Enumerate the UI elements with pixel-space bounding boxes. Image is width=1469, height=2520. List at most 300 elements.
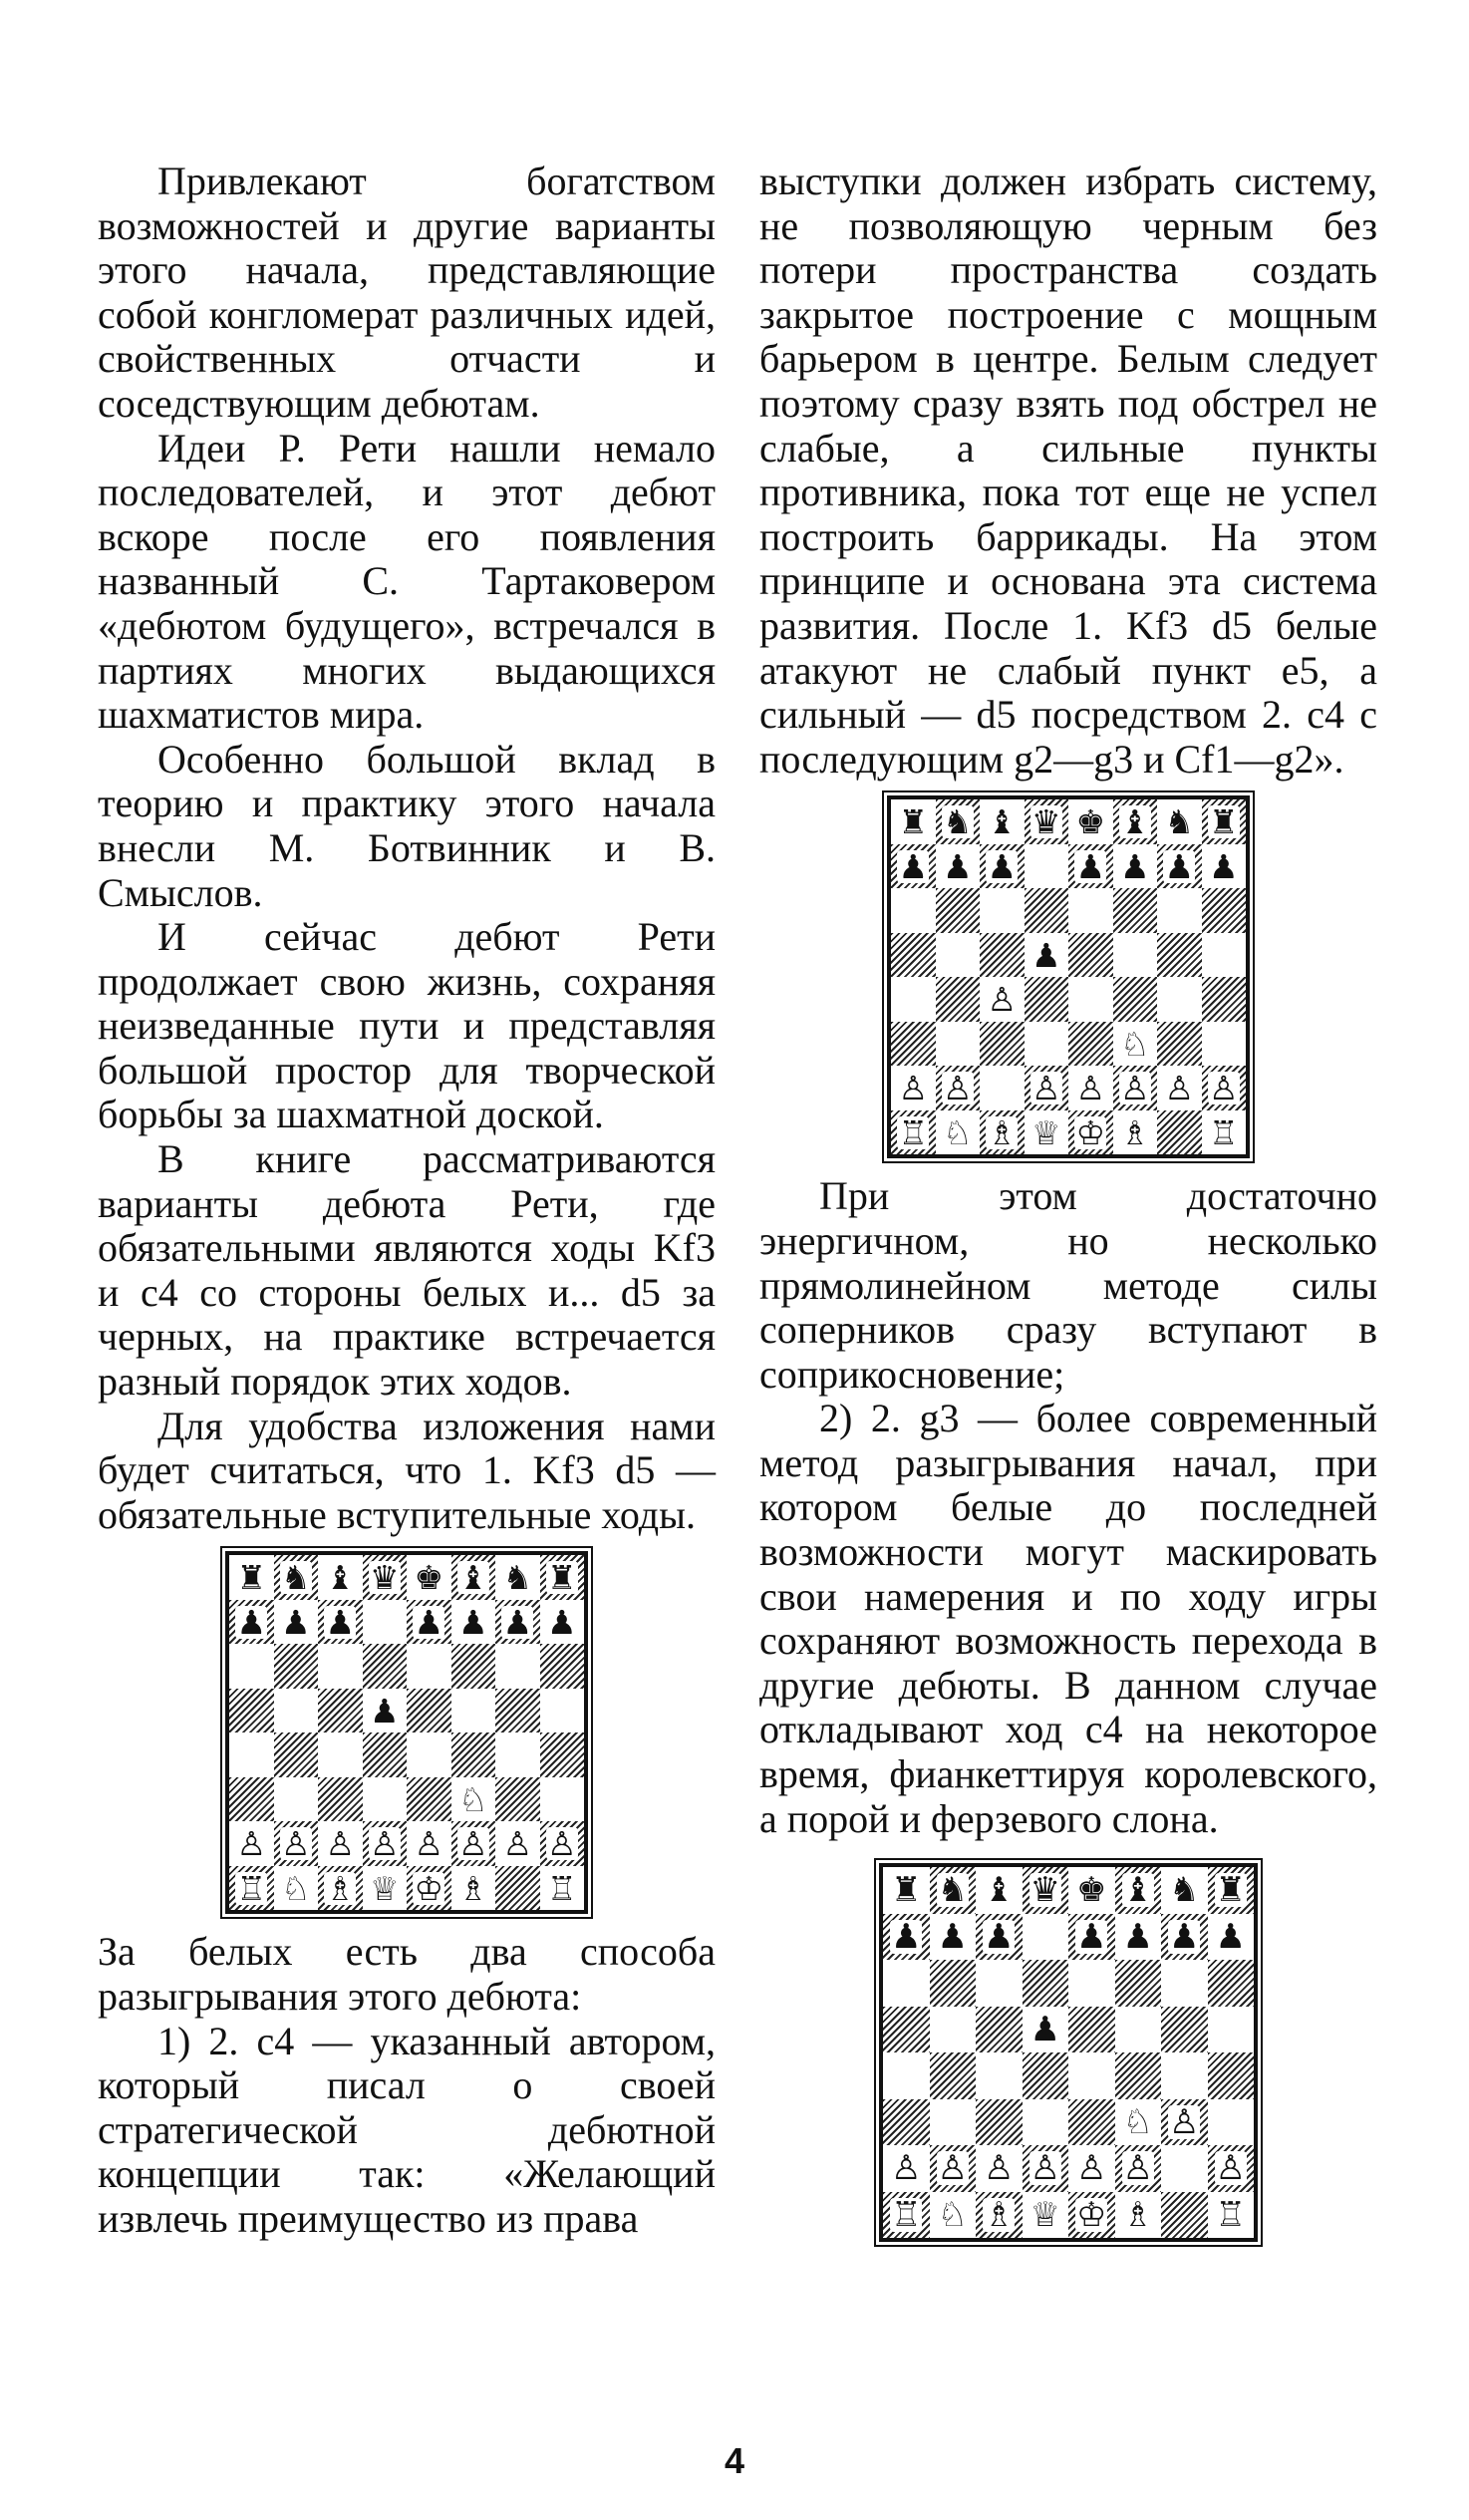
chess-piece: ♔ (1076, 2194, 1107, 2235)
chess-piece: ♟ (1122, 1916, 1153, 1957)
board-square (976, 2192, 1023, 2239)
page-number: 4 (724, 2440, 745, 2481)
board-square (1161, 1960, 1208, 2007)
board-square (407, 1732, 451, 1777)
board-square (976, 1960, 1023, 2007)
chess-piece: ♝ (1122, 1870, 1153, 1911)
board-square (229, 1777, 274, 1822)
chess-piece: ♙ (898, 1069, 929, 1108)
chess-piece: ♗ (1122, 2194, 1153, 2235)
board-square (980, 888, 1025, 933)
board-square (1068, 2099, 1115, 2146)
board-square (1208, 1867, 1255, 1914)
board-square (1161, 1867, 1208, 1914)
board-square (1025, 1066, 1069, 1110)
chess-piece: ♖ (1215, 2194, 1246, 2235)
chess-piece: ♟ (937, 1916, 968, 1957)
paragraph: выступки должен избрать систему, не позволяющую черным без потери пространства создать закрытое построение с мощным барьером в центре. Белым следует поэтому сразу взять под обстрел не слабые, а сильные пункты противника, пока тот еще не успел построить баррикады. На этом принципе и основана эта система развития. После 1. Kf3 d5 белые атакуют не слабый пункт e5, а сильный — d5 посредством 2. c4 с последующим g2—g3 и Cf1—g2». (759, 158, 1377, 782)
board-square (930, 1960, 977, 2007)
board-square (540, 1821, 585, 1866)
board-square (540, 1689, 585, 1733)
board-square (1025, 933, 1069, 978)
chess-piece: ♟ (369, 1691, 400, 1731)
board-square (891, 888, 936, 933)
chess-piece: ♟ (280, 1602, 311, 1642)
board-square (1113, 1022, 1158, 1067)
board-square (980, 1110, 1025, 1155)
chess-piece: ♘ (1119, 1024, 1150, 1064)
chess-piece: ♗ (984, 2194, 1015, 2235)
board-square (930, 1914, 977, 1961)
chess-piece: ♘ (942, 1112, 973, 1152)
board-square (318, 1689, 363, 1733)
chess-piece: ♟ (891, 1916, 922, 1957)
board-square (318, 1866, 363, 1911)
board-square (1113, 1066, 1158, 1110)
board-square (1068, 1960, 1115, 2007)
board-square (1161, 2192, 1208, 2239)
board-square (229, 1866, 274, 1911)
board-square (1025, 1022, 1069, 1067)
board-square (1023, 2192, 1069, 2239)
board-square (1113, 888, 1158, 933)
board-square (980, 844, 1025, 889)
chess-piece: ♟ (325, 1602, 356, 1642)
chess-piece: ♛ (369, 1558, 400, 1598)
board-square (1068, 888, 1113, 933)
chess-piece: ♚ (1075, 802, 1106, 842)
board-square (495, 1732, 540, 1777)
chess-piece: ♗ (457, 1868, 488, 1908)
chess-piece: ♙ (1029, 2148, 1060, 2189)
board-square (976, 2145, 1023, 2192)
board-square (1157, 1022, 1202, 1067)
board-square (451, 1600, 496, 1645)
chess-piece: ♙ (325, 1824, 356, 1864)
paragraph: Для удобства изложения нами будет считаться, что 1. Kf3 d5 — обязательные вступительные ходы. (98, 1403, 716, 1537)
board-square (495, 1600, 540, 1645)
board-square (883, 1914, 930, 1961)
paragraph: При этом достаточно энергичном, но несколько прямолинейном методе силы соперников сразу вступают в соприкосновение; (759, 1173, 1377, 1397)
board-square (936, 844, 981, 889)
chess-diagram-right-top (887, 795, 1250, 1158)
chess-piece: ♟ (898, 846, 929, 886)
board-square (1202, 1022, 1247, 1067)
board-square (883, 2007, 930, 2053)
chess-diagram-left (225, 1551, 588, 1914)
board-square (1115, 2007, 1162, 2053)
right-column (759, 159, 1377, 2258)
board-square (1208, 2145, 1255, 2192)
board-square (1202, 844, 1247, 889)
board-square (976, 2007, 1023, 2053)
board-square (229, 1689, 274, 1733)
board-square (1115, 2145, 1162, 2192)
board-square (1068, 1066, 1113, 1110)
board-square (883, 2192, 930, 2239)
board-square (274, 1821, 319, 1866)
chess-piece: ♛ (1029, 1870, 1060, 1911)
board-square (1157, 888, 1202, 933)
board-square (451, 1689, 496, 1733)
board-square (229, 1555, 274, 1600)
board-square (976, 1914, 1023, 1961)
chess-piece: ♖ (898, 1112, 929, 1152)
board-square (229, 1732, 274, 1777)
chess-piece: ♖ (236, 1868, 267, 1908)
board-square (495, 1644, 540, 1689)
board-square (980, 1066, 1025, 1110)
board-square (1161, 2099, 1208, 2146)
board-square (936, 1110, 981, 1155)
board-square (363, 1600, 408, 1645)
board-square (1208, 2099, 1255, 2146)
paragraph: Идеи Р. Рети нашли немало последователей, и этот дебют вскоре после его появления названный С. Тартаковером «дебютом будущего», встречался в партиях многих выдающихся шахматистов мира. (98, 425, 716, 738)
board-square (883, 1867, 930, 1914)
chess-piece: ♜ (236, 1558, 267, 1598)
board-square (451, 1777, 496, 1822)
board-square (891, 1022, 936, 1067)
board-square (540, 1555, 585, 1600)
chess-piece: ♙ (987, 980, 1018, 1020)
board-square (1202, 1066, 1247, 1110)
chess-piece: ♟ (457, 1602, 488, 1642)
chess-piece: ♔ (1075, 1112, 1106, 1152)
board-square (1025, 977, 1069, 1022)
board-square (318, 1821, 363, 1866)
board-square (1025, 799, 1069, 844)
chess-piece: ♟ (1075, 846, 1106, 886)
board-square (976, 1867, 1023, 1914)
board-square (883, 2145, 930, 2192)
board-square (229, 1821, 274, 1866)
board-square (1202, 888, 1247, 933)
board-square (1161, 1914, 1208, 1961)
board-square (930, 2145, 977, 2192)
board-square (495, 1866, 540, 1911)
chess-piece: ♞ (942, 802, 973, 842)
board-square (318, 1555, 363, 1600)
board-square (407, 1777, 451, 1822)
board-square (1208, 2052, 1255, 2099)
board-square (1025, 1110, 1069, 1155)
board-square (1068, 1110, 1113, 1155)
board-square (1202, 799, 1247, 844)
chess-piece: ♞ (502, 1558, 533, 1598)
chess-piece: ♟ (236, 1602, 267, 1642)
board-square (930, 2192, 977, 2239)
board-square (407, 1689, 451, 1733)
chess-piece: ♘ (937, 2194, 968, 2235)
board-square (936, 1066, 981, 1110)
chess-piece: ♘ (457, 1779, 488, 1819)
board-square (1208, 1960, 1255, 2007)
board-square (980, 977, 1025, 1022)
chess-piece: ♟ (1164, 846, 1195, 886)
chess-piece: ♙ (942, 1069, 973, 1108)
board-square (1023, 1867, 1069, 1914)
board-square (363, 1821, 408, 1866)
board-square (891, 799, 936, 844)
board-square (1023, 2145, 1069, 2192)
chess-piece: ♙ (1030, 1069, 1061, 1108)
chess-piece: ♘ (1122, 2101, 1153, 2142)
board-square (1161, 2145, 1208, 2192)
chess-piece: ♗ (987, 1112, 1018, 1152)
chess-piece: ♟ (1215, 1916, 1246, 1957)
board-square (363, 1732, 408, 1777)
board-square (540, 1866, 585, 1911)
chess-piece: ♕ (1030, 1112, 1061, 1152)
board-square (891, 1110, 936, 1155)
board-square (1208, 2007, 1255, 2053)
board-square (1068, 1022, 1113, 1067)
board-square (1023, 2052, 1069, 2099)
chess-piece: ♙ (1215, 2148, 1246, 2189)
chess-piece: ♖ (891, 2194, 922, 2235)
chess-diagram-right-bottom (879, 1863, 1258, 2242)
chess-piece: ♟ (1169, 1916, 1200, 1957)
board-square (883, 1960, 930, 2007)
board-square (1068, 844, 1113, 889)
chess-piece: ♜ (546, 1558, 577, 1598)
chess-piece: ♙ (1169, 2101, 1200, 2142)
board-square (1113, 933, 1158, 978)
board-square (363, 1555, 408, 1600)
board-square (936, 933, 981, 978)
chess-piece: ♟ (1119, 846, 1150, 886)
chess-piece: ♟ (1029, 2009, 1060, 2049)
board-square (936, 799, 981, 844)
board-square (1115, 2099, 1162, 2146)
board-square (1161, 2052, 1208, 2099)
chess-piece: ♝ (987, 802, 1018, 842)
board-square (407, 1821, 451, 1866)
board-square (936, 977, 981, 1022)
chess-piece: ♟ (1208, 846, 1239, 886)
chess-piece: ♙ (1164, 1069, 1195, 1108)
board-square (1023, 2099, 1069, 2146)
board-square (318, 1644, 363, 1689)
chess-piece: ♟ (546, 1602, 577, 1642)
paragraph: Привлекают богатством возможностей и другие варианты этого начала, представляющие собой конгломерат различных идей, свойственных отчасти и соседствующим дебютам. (98, 158, 716, 426)
chess-piece: ♝ (984, 1870, 1015, 1911)
board-square (451, 1732, 496, 1777)
board-square (1068, 2145, 1115, 2192)
board-square (1157, 799, 1202, 844)
chess-piece: ♟ (502, 1602, 533, 1642)
chess-piece: ♙ (546, 1824, 577, 1864)
chess-piece: ♞ (937, 1870, 968, 1911)
board-square (891, 977, 936, 1022)
board-square (407, 1555, 451, 1600)
chess-piece: ♛ (1030, 802, 1061, 842)
chess-piece: ♕ (1029, 2194, 1060, 2235)
board-square (363, 1689, 408, 1733)
chess-piece: ♝ (457, 1558, 488, 1598)
board-square (1157, 1066, 1202, 1110)
board-square (1115, 2052, 1162, 2099)
board-square (1113, 1110, 1158, 1155)
board-square (1068, 1914, 1115, 1961)
chess-board (225, 1551, 588, 1914)
board-square (229, 1600, 274, 1645)
board-square (1115, 1914, 1162, 1961)
board-square (451, 1555, 496, 1600)
board-square (1023, 2007, 1069, 2053)
board-square (930, 1867, 977, 1914)
chess-piece: ♗ (325, 1868, 356, 1908)
board-square (976, 2052, 1023, 2099)
board-square (1113, 799, 1158, 844)
board-square (976, 2099, 1023, 2146)
board-square (318, 1600, 363, 1645)
board-square (1025, 888, 1069, 933)
board-square (980, 1022, 1025, 1067)
chess-piece: ♙ (280, 1824, 311, 1864)
board-square (1202, 933, 1247, 978)
board-square (451, 1821, 496, 1866)
chess-board (887, 795, 1250, 1158)
board-square (1157, 933, 1202, 978)
board-square (1068, 799, 1113, 844)
chess-piece: ♙ (1122, 2148, 1153, 2189)
board-square (540, 1777, 585, 1822)
chess-piece: ♜ (891, 1870, 922, 1911)
chess-piece: ♟ (1030, 935, 1061, 975)
board-square (540, 1644, 585, 1689)
board-square (1068, 933, 1113, 978)
board-square (891, 844, 936, 889)
chess-piece: ♟ (987, 846, 1018, 886)
chess-piece: ♝ (1119, 802, 1150, 842)
chess-board (879, 1863, 1258, 2242)
chess-piece: ♟ (942, 846, 973, 886)
board-square (318, 1777, 363, 1822)
board-square (1202, 1110, 1247, 1155)
chess-piece: ♗ (1119, 1112, 1150, 1152)
board-square (495, 1821, 540, 1866)
chess-piece: ♕ (369, 1868, 400, 1908)
board-square (274, 1777, 319, 1822)
chess-piece: ♙ (369, 1824, 400, 1864)
paragraph: 2) 2. g3 — более современный метод разыгрывания начал, при котором белые до последней возможности могут маскировать свои намерения и по ходу игры сохраняют возможность перехода в другие дебюты. В данном случае откладывают ход c4 на некоторое время, фианкеттируя королевского, а порой и ферзевого слона. (759, 1396, 1377, 1841)
board-square (363, 1866, 408, 1911)
chess-piece: ♞ (1169, 1870, 1200, 1911)
chess-piece: ♞ (1164, 802, 1195, 842)
chess-piece: ♙ (236, 1824, 267, 1864)
board-square (891, 933, 936, 978)
chess-piece: ♜ (898, 802, 929, 842)
chess-piece: ♙ (1208, 1069, 1239, 1108)
chess-piece: ♙ (937, 2148, 968, 2189)
chess-piece: ♚ (414, 1558, 444, 1598)
chess-piece: ♝ (325, 1558, 356, 1598)
board-square (1068, 2052, 1115, 2099)
chess-piece: ♙ (1076, 2148, 1107, 2189)
board-square (451, 1866, 496, 1911)
board-square (980, 933, 1025, 978)
board-square (883, 2099, 930, 2146)
board-square (407, 1866, 451, 1911)
board-square (1115, 1867, 1162, 1914)
chess-piece: ♟ (414, 1602, 444, 1642)
board-square (274, 1555, 319, 1600)
board-square (1202, 977, 1247, 1022)
chess-piece: ♖ (1208, 1112, 1239, 1152)
chess-piece: ♘ (280, 1868, 311, 1908)
paragraph: 1) 2. c4 — указанный автором, который писал о своей стратегической дебютной концепции так: «Желающий извлечь преимущество из права (98, 2018, 716, 2241)
board-square (930, 2007, 977, 2053)
board-square (936, 888, 981, 933)
chess-piece: ♙ (891, 2148, 922, 2189)
paragraph: И сейчас дебют Рети продолжает свою жизнь, сохраняя неизведанные пути и представляя большой простор для творческой борьбы за шахматной доской. (98, 914, 716, 1137)
board-square (1157, 844, 1202, 889)
board-square (229, 1644, 274, 1689)
board-square (1023, 1914, 1069, 1961)
board-square (363, 1777, 408, 1822)
paragraph: В книге рассматриваются варианты дебюта Рети, где обязательными являются ходы Kf3 и c4 со стороны белых и... d5 за черных, на практике встречается разный порядок этих ходов. (98, 1136, 716, 1405)
board-square (1023, 1960, 1069, 2007)
chess-piece: ♜ (1215, 1870, 1246, 1911)
board-square (1157, 977, 1202, 1022)
paragraph: За белых есть два способа разыгрывания этого дебюта: (98, 1929, 716, 2019)
board-square (540, 1600, 585, 1645)
board-square (1068, 2192, 1115, 2239)
board-square (274, 1732, 319, 1777)
board-square (1068, 977, 1113, 1022)
board-square (1161, 2007, 1208, 2053)
board-square (1208, 2192, 1255, 2239)
board-square (451, 1644, 496, 1689)
chess-piece: ♙ (1119, 1069, 1150, 1108)
chess-piece: ♟ (1076, 1916, 1107, 1957)
board-square (318, 1732, 363, 1777)
board-square (274, 1866, 319, 1911)
board-square (1157, 1110, 1202, 1155)
board-square (1115, 2192, 1162, 2239)
chess-piece: ♙ (984, 2148, 1015, 2189)
chess-piece: ♞ (280, 1558, 311, 1598)
paragraph: Особенно большой вклад в теорию и практику этого начала внесли М. Ботвинник и В. Смыслов. (98, 736, 716, 915)
board-square (1208, 1914, 1255, 1961)
chess-piece: ♙ (457, 1824, 488, 1864)
board-square (495, 1555, 540, 1600)
board-square (363, 1644, 408, 1689)
board-square (1113, 844, 1158, 889)
board-square (930, 2052, 977, 2099)
board-square (1068, 2007, 1115, 2053)
board-square (274, 1689, 319, 1733)
board-square (1115, 1960, 1162, 2007)
chess-piece: ♜ (1208, 802, 1239, 842)
chess-piece: ♟ (984, 1916, 1015, 1957)
chess-piece: ♙ (1075, 1069, 1106, 1108)
board-square (891, 1066, 936, 1110)
board-square (936, 1022, 981, 1067)
board-square (883, 2052, 930, 2099)
board-square (495, 1689, 540, 1733)
board-square (540, 1732, 585, 1777)
board-square (407, 1644, 451, 1689)
left-column (98, 159, 716, 2242)
board-square (495, 1777, 540, 1822)
chess-piece: ♖ (546, 1868, 577, 1908)
board-square (407, 1600, 451, 1645)
board-square (1113, 977, 1158, 1022)
board-square (274, 1600, 319, 1645)
board-square (1068, 1867, 1115, 1914)
